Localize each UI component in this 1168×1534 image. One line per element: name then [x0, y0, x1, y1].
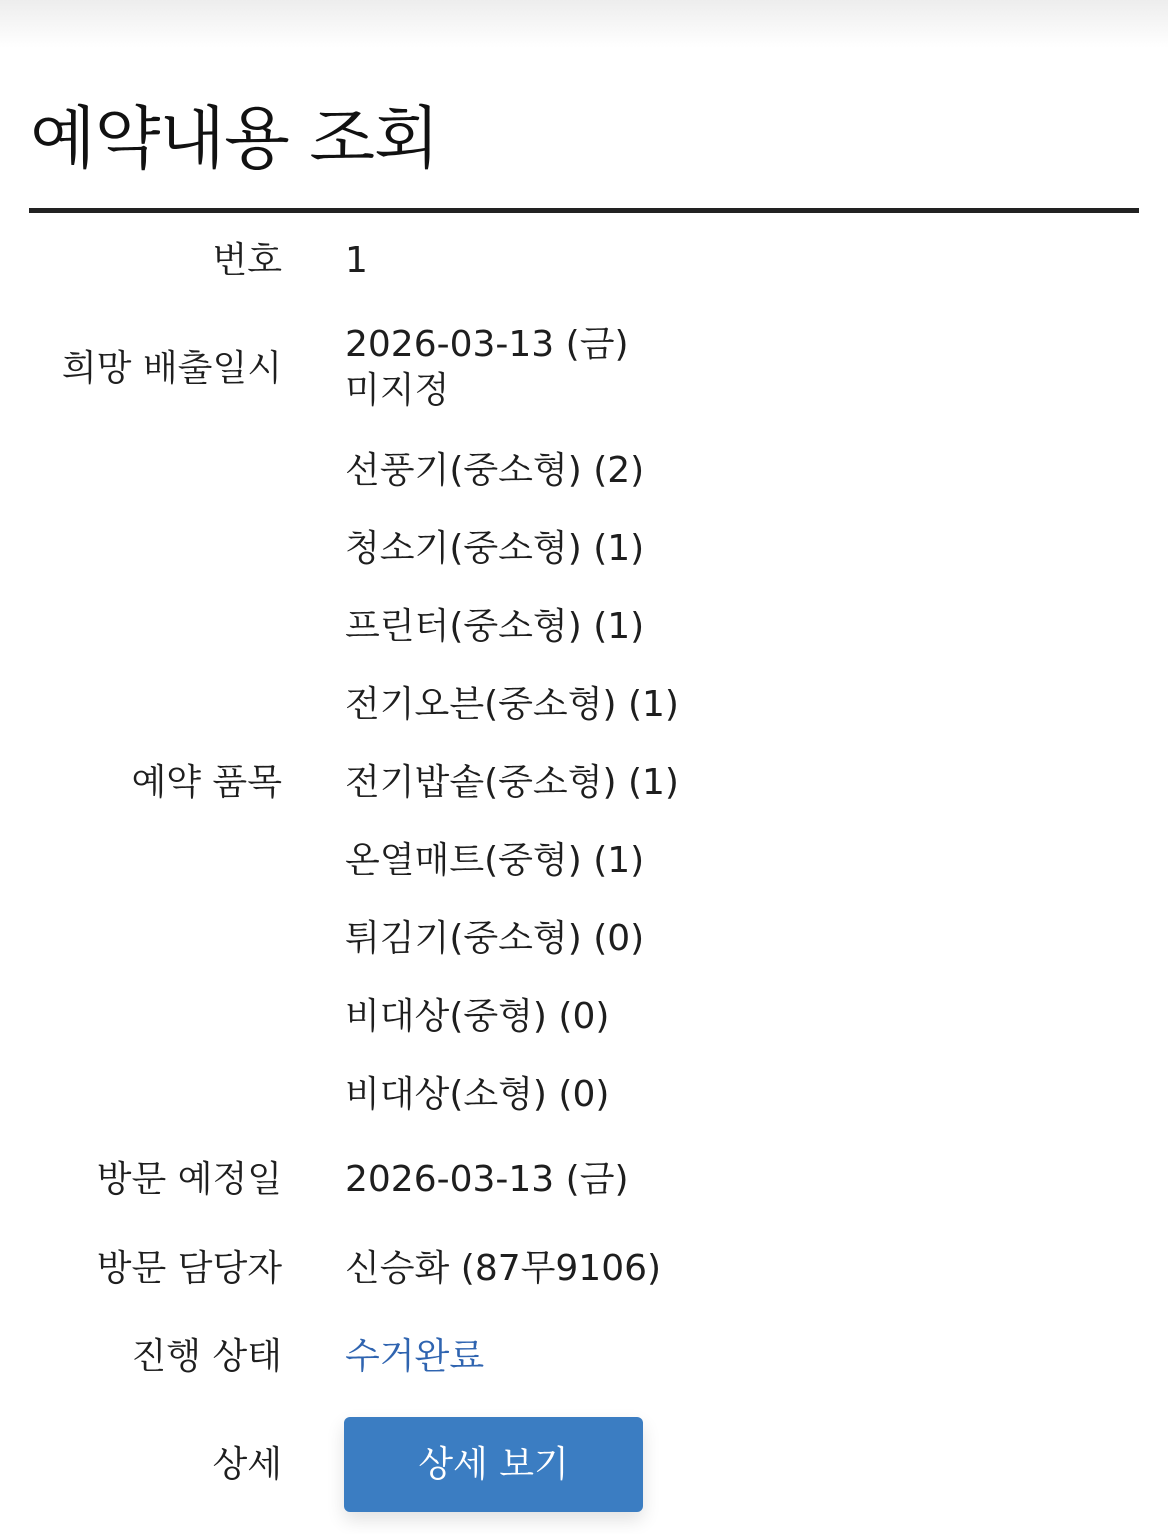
detail-label: 상세 [212, 1444, 282, 1485]
visit-staff-label: 방문 담당자 [96, 1248, 282, 1289]
item-list-entry: 프린터(중소형) (1) [345, 606, 645, 647]
items-label: 예약 품목 [131, 762, 282, 803]
view-detail-button[interactable]: 상세 보기 [344, 1417, 643, 1512]
visit-staff-value: 신승화 (87무9106) [345, 1248, 662, 1289]
item-list-entry: 청소기(중소형) (1) [345, 528, 645, 569]
item-list-entry: 비대상(소형) (0) [345, 1074, 610, 1115]
item-list-entry: 전기오븐(중소형) (1) [345, 684, 679, 725]
page-title: 예약내용 조회 [30, 100, 439, 179]
desired-date-label: 희망 배출일시 [61, 348, 282, 389]
top-bar-shadow [0, 0, 1168, 48]
number-value: 1 [345, 240, 368, 281]
item-list-entry: 선풍기(중소형) (2) [345, 450, 645, 491]
item-list-entry: 비대상(중형) (0) [345, 996, 610, 1037]
desired-time-value: 미지정 [345, 370, 450, 411]
item-list-entry: 온열매트(중형) (1) [345, 840, 645, 881]
visit-date-label: 방문 예정일 [96, 1159, 282, 1200]
visit-date-value: 2026-03-13 (금) [345, 1159, 629, 1200]
title-divider [29, 208, 1139, 213]
item-list-entry: 전기밥솥(중소형) (1) [345, 762, 679, 803]
item-list-entry: 튀김기(중소형) (0) [345, 918, 645, 959]
number-label: 번호 [212, 240, 282, 281]
desired-date-value: 2026-03-13 (금) [345, 324, 629, 365]
status-value[interactable]: 수거완료 [345, 1336, 485, 1377]
status-label: 진행 상태 [131, 1336, 282, 1377]
